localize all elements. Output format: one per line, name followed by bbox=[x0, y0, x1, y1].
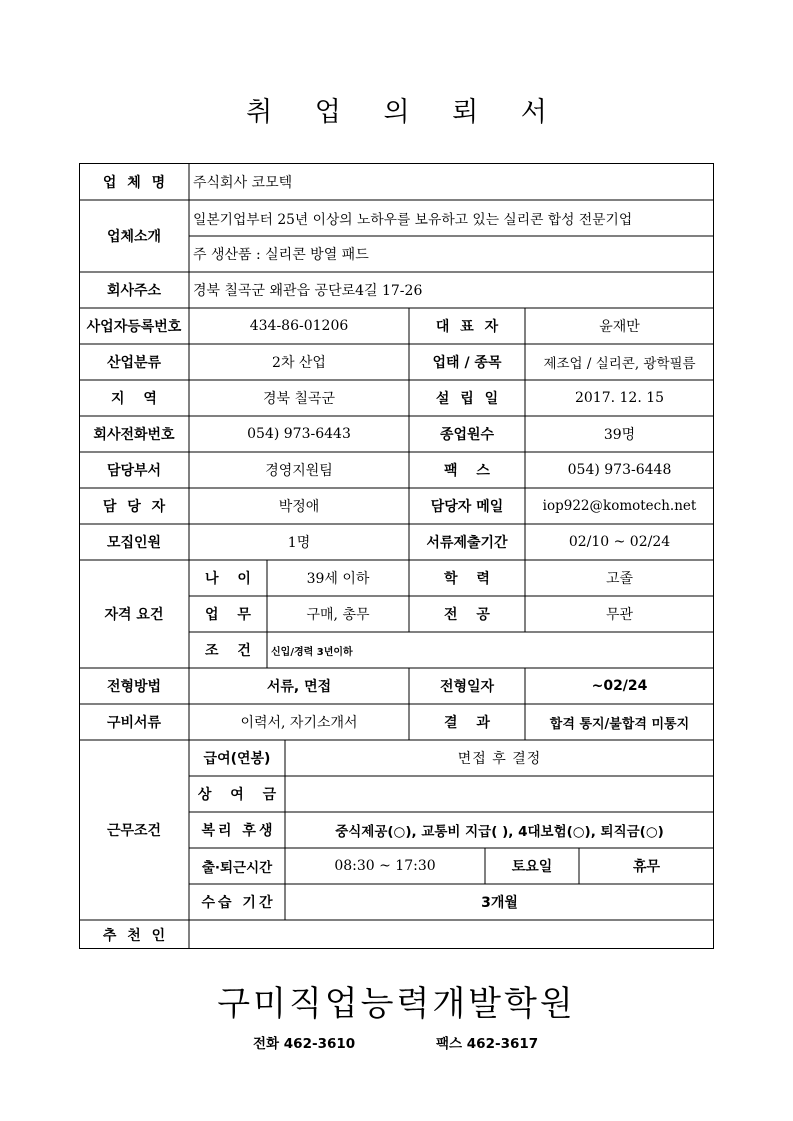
region-label: 지 역 bbox=[111, 391, 164, 407]
industry-label: 산업분류 bbox=[106, 355, 162, 371]
work-conditions-label: 근무조건 bbox=[106, 823, 162, 839]
employees-label: 종업원수 bbox=[439, 427, 495, 443]
industry-value: 2차 산업 bbox=[272, 355, 326, 371]
probation-value: 3개월 bbox=[481, 895, 518, 911]
company-intro-line2: 주 생산품 : 실리콘 방열 패드 bbox=[193, 247, 369, 263]
major-label: 전 공 bbox=[444, 607, 497, 623]
selection-date-label: 전형일자 bbox=[439, 679, 495, 695]
qualifications-label: 자격 요건 bbox=[104, 607, 164, 623]
probation-label: 수습 기간 bbox=[201, 895, 276, 911]
biztype-value: 제조업 / 실리콘, 광학필름 bbox=[543, 356, 696, 372]
dept-label: 담당부서 bbox=[106, 463, 162, 479]
saturday-label: 토요일 bbox=[511, 859, 553, 875]
founded-value: 2017. 12. 15 bbox=[574, 390, 665, 406]
organization-phone: 전화 462-3610 bbox=[253, 1036, 356, 1052]
salary-value: 면접 후 결정 bbox=[457, 751, 542, 767]
organization-name: 구미직업능력개발학원 bbox=[217, 984, 576, 1024]
recommender-value[interactable] bbox=[189, 920, 714, 949]
bonus-value bbox=[285, 776, 714, 812]
biztype-label: 업태 / 종목 bbox=[432, 355, 502, 371]
age-value: 39세 이하 bbox=[306, 571, 370, 587]
hires-label: 모집인원 bbox=[106, 535, 162, 551]
company-name-value: 주식회사 코모텍 bbox=[193, 174, 293, 191]
company-intro-label: 업체소개 bbox=[106, 229, 162, 245]
ceo-label: 대 표 자 bbox=[435, 319, 502, 335]
duty-label: 업 무 bbox=[205, 607, 258, 623]
founded-label: 설 립 일 bbox=[435, 391, 502, 407]
major-value: 무관 bbox=[605, 607, 634, 623]
fax-label: 팩 스 bbox=[444, 463, 497, 479]
address-label: 회사주소 bbox=[106, 283, 162, 299]
result-label: 결 과 bbox=[444, 715, 497, 731]
selection-date-value: ~02/24 bbox=[591, 678, 648, 694]
employees-value: 39명 bbox=[603, 427, 636, 443]
age-label: 나 이 bbox=[205, 571, 258, 587]
company-name-label: 업 체 명 bbox=[102, 174, 169, 191]
fax-value: 054) 973-6448 bbox=[567, 462, 672, 478]
education-value: 고졸 bbox=[605, 571, 634, 587]
regno-label: 사업자등록번호 bbox=[86, 319, 182, 335]
saturday-value: 휴무 bbox=[632, 859, 661, 875]
result-value: 합격 통지/불합격 미통지 bbox=[549, 716, 690, 732]
phone-value: 054) 973-6443 bbox=[247, 426, 351, 442]
contact-label: 담 당 자 bbox=[102, 499, 169, 515]
phone-label: 회사전화번호 bbox=[93, 427, 175, 443]
required-docs-value: 이력서, 자기소개서 bbox=[240, 715, 358, 731]
required-docs-label: 구비서류 bbox=[106, 715, 162, 731]
document-title: 취 업 의 뢰 서 bbox=[246, 97, 564, 128]
welfare-label: 복리 후생 bbox=[201, 823, 276, 839]
email-label: 담당자 메일 bbox=[430, 499, 504, 515]
company-intro-line1: 일본기업부터 25년 이상의 노하우를 보유하고 있는 실리콘 합성 전문기업 bbox=[193, 212, 633, 228]
condition-value: 신입/경력 3년이하 bbox=[271, 646, 353, 658]
recommender-label: 추 천 인 bbox=[102, 927, 169, 944]
regno-value: 434-86-01206 bbox=[249, 318, 349, 334]
work-hours-value: 08:30 ~ 17:30 bbox=[334, 858, 436, 874]
bonus-label: 상 여 금 bbox=[197, 787, 284, 803]
hires-value: 1명 bbox=[287, 535, 311, 551]
period-label: 서류제출기간 bbox=[426, 535, 508, 551]
selection-method-label: 전형방법 bbox=[106, 679, 162, 695]
application-form-table bbox=[79, 163, 714, 949]
welfare-value: 중식제공(○), 교통비 지급( ), 4대보험(○), 퇴직금(○) bbox=[335, 824, 664, 840]
education-label: 학 력 bbox=[444, 571, 497, 587]
salary-label: 급여(연봉) bbox=[203, 751, 271, 767]
selection-method-value: 서류, 면접 bbox=[266, 679, 332, 695]
period-value: 02/10 ~ 02/24 bbox=[568, 534, 671, 550]
duty-value: 구매, 총무 bbox=[306, 607, 370, 623]
dept-value: 경영지원팀 bbox=[265, 463, 333, 479]
ceo-value: 윤재만 bbox=[599, 319, 640, 335]
contact-value: 박정애 bbox=[278, 499, 320, 515]
work-hours-label: 출·퇴근시간 bbox=[201, 860, 273, 876]
condition-label: 조 건 bbox=[205, 643, 258, 659]
email-value: iop922@komotech.net bbox=[542, 498, 697, 514]
organization-fax: 팩스 462-3617 bbox=[436, 1036, 539, 1052]
address-value: 경북 칠곡군 왜관읍 공단로4길 17-26 bbox=[193, 283, 423, 299]
region-value: 경북 칠곡군 bbox=[262, 391, 336, 407]
